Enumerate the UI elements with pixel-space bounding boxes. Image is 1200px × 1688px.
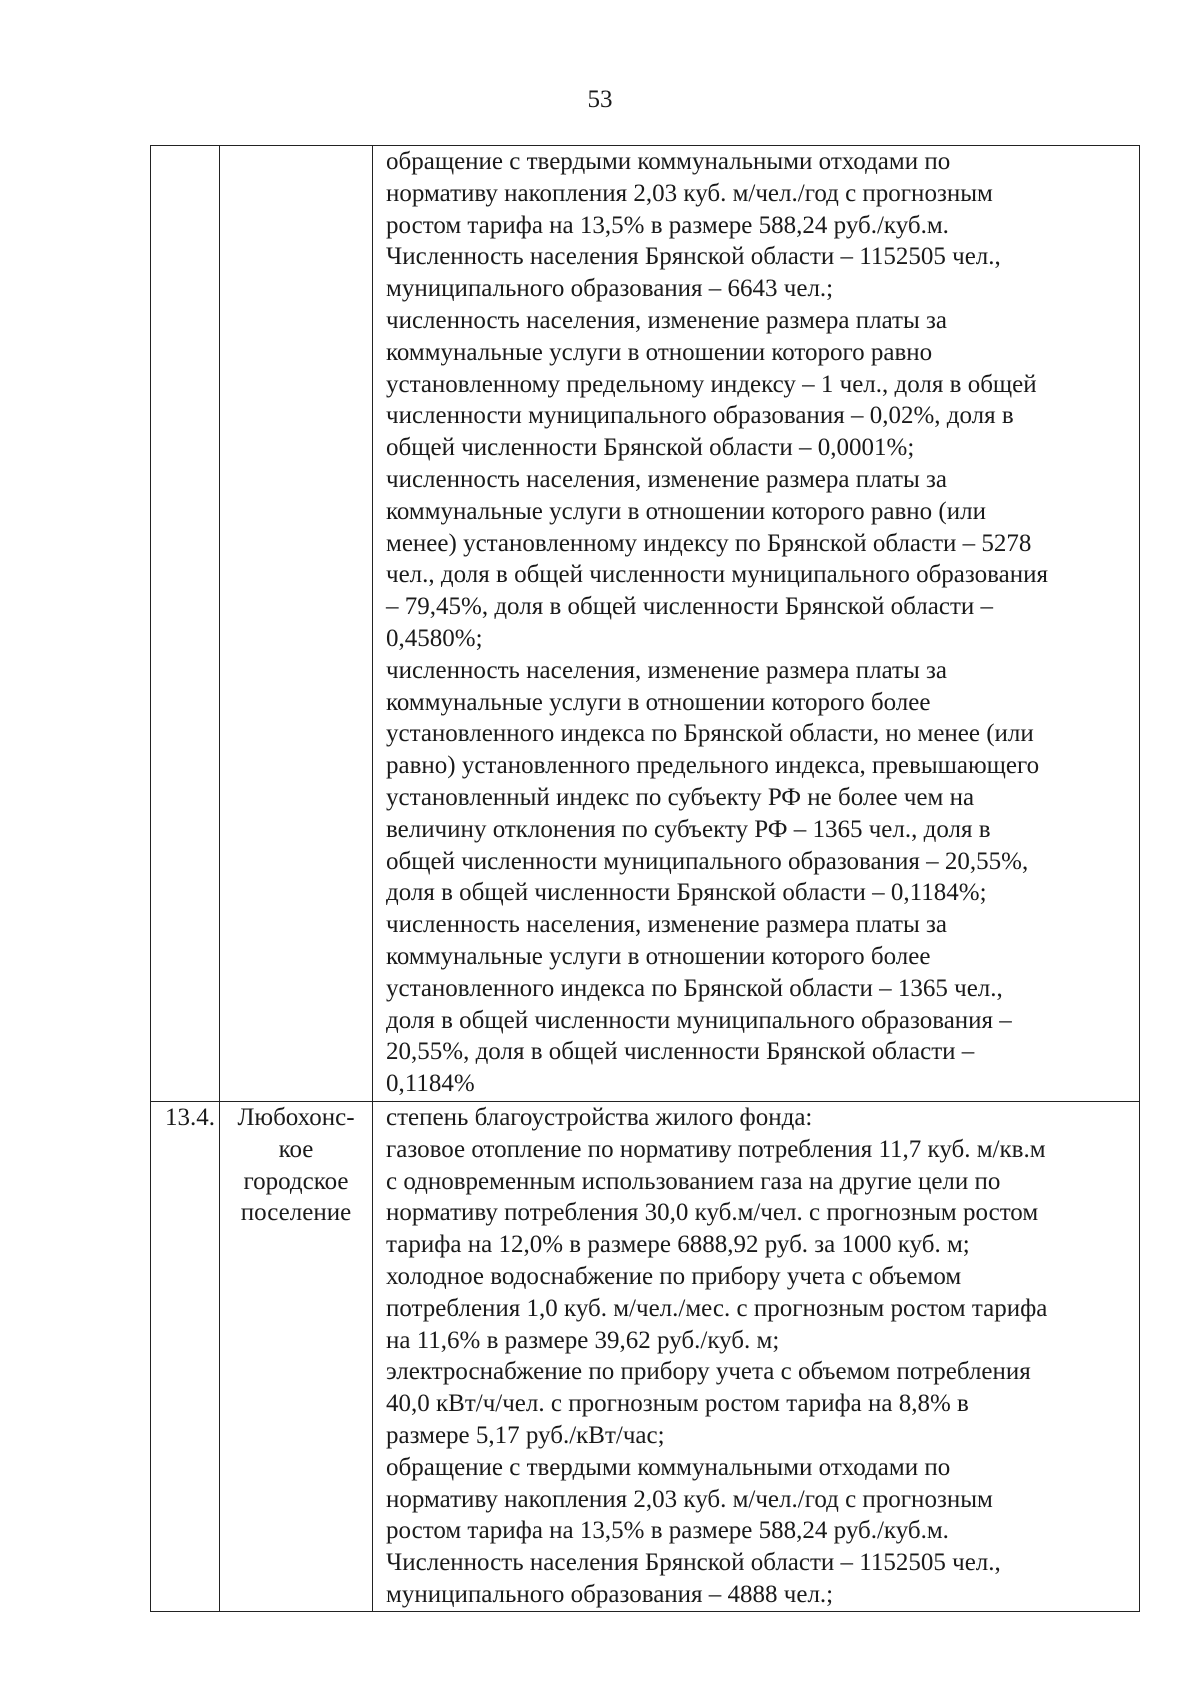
text-line: нормативу накопления 2,03 куб. м/чел./год с прогнозным bbox=[386, 1485, 993, 1513]
table-row-13-4 bbox=[151, 1102, 1140, 1612]
text-line: коммунальные услуги в отношении которого равно (или bbox=[386, 497, 986, 525]
row-number-cell: 13.4. bbox=[151, 1102, 220, 1612]
text-line: установленного индекса по Брянской области, но менее (или bbox=[386, 720, 1034, 748]
text-line: установленного индекса по Брянской области – 1365 чел., bbox=[386, 974, 1003, 1002]
text-line: численности муниципального образования – 0,02%, доля в bbox=[386, 402, 1014, 430]
description-cell bbox=[373, 1102, 1140, 1612]
text-line: численность населения, изменение размера платы за bbox=[386, 911, 947, 939]
text-line: на 11,6% в размере 39,62 руб./куб. м; bbox=[386, 1326, 780, 1354]
text-line: потребления 1,0 куб. м/чел./мес. с прогнозным ростом тарифа bbox=[386, 1294, 1048, 1322]
municipality-name-line: кое bbox=[278, 1135, 314, 1163]
text-line: менее) установленному индексу по Брянской области – 5278 bbox=[386, 529, 1032, 557]
text-line: величину отклонения по субъекту РФ – 1365 чел., доля в bbox=[386, 815, 991, 843]
text-line: с одновременным использованием газа на другие цели по bbox=[386, 1167, 1001, 1195]
text-line: размере 5,17 руб./кВт/час; bbox=[386, 1421, 665, 1449]
text-line: ростом тарифа на 13,5% в размере 588,24 руб./куб.м. bbox=[386, 211, 949, 239]
data-table bbox=[150, 145, 1140, 1612]
text-line: муниципального образования – 4888 чел.; bbox=[386, 1580, 834, 1608]
text-line: нормативу потребления 30,0 куб.м/чел. с прогнозным ростом bbox=[386, 1199, 1039, 1227]
text-line: доля в общей численности муниципального образования – bbox=[386, 1006, 1012, 1034]
municipality-name-cell bbox=[220, 146, 373, 1102]
text-line: холодное водоснабжение по прибору учета с объемом bbox=[386, 1262, 962, 1290]
text-line: обращение с твердыми коммунальными отходами по bbox=[386, 148, 951, 175]
text-line: степень благоустройства жилого фонда: bbox=[386, 1104, 813, 1131]
text-line: нормативу накопления 2,03 куб. м/чел./год с прогнозным bbox=[386, 179, 993, 207]
text-line: коммунальные услуги в отношении которого более bbox=[386, 688, 931, 716]
text-line: газовое отопление по нормативу потребления 11,7 куб. м/кв.м bbox=[386, 1135, 1046, 1163]
text-line: общей численности муниципального образования – 20,55%, bbox=[386, 847, 1029, 875]
text-line: тарифа на 12,0% в размере 6888,92 руб. за 1000 куб. м; bbox=[386, 1231, 970, 1259]
text-line: обращение с твердыми коммунальными отходами по bbox=[386, 1453, 951, 1481]
text-line: доля в общей численности Брянской области – 0,1184%; bbox=[386, 879, 987, 907]
text-line: Численность населения Брянской области – 1152505 чел., bbox=[386, 1549, 1001, 1577]
text-line: чел., доля в общей численности муниципального образования bbox=[386, 561, 1048, 589]
text-line: установленному предельному индексу – 1 чел., доля в общей bbox=[386, 370, 1037, 398]
text-line: равно) установленного предельного индекса, превышающего bbox=[386, 752, 1040, 780]
text-line: численность населения, изменение размера платы за bbox=[386, 465, 947, 493]
text-line: Численность населения Брянской области – 1152505 чел., bbox=[386, 243, 1001, 271]
text-line: общей численности Брянской области – 0,0001%; bbox=[386, 434, 915, 462]
text-line: численность населения, изменение размера платы за bbox=[386, 656, 947, 684]
municipality-name-line: поселение bbox=[240, 1199, 352, 1227]
text-line: численность населения, изменение размера платы за bbox=[386, 306, 947, 334]
table-row-continuation bbox=[151, 146, 1140, 1102]
text-line: коммунальные услуги в отношении которого равно bbox=[386, 338, 933, 366]
text-line: 0,1184% bbox=[386, 1070, 475, 1098]
text-line: 40,0 кВт/ч/чел. с прогнозным ростом тарифа на 8,8% в bbox=[386, 1390, 969, 1418]
text-line: 20,55%, доля в общей численности Брянской области – bbox=[386, 1038, 975, 1066]
row-number-cell bbox=[151, 146, 220, 1102]
text-line: ростом тарифа на 13,5% в размере 588,24 руб./куб.м. bbox=[386, 1517, 949, 1545]
page-number: 53 bbox=[587, 86, 613, 113]
text-line: коммунальные услуги в отношении которого более bbox=[386, 942, 931, 970]
municipality-name-line: городское bbox=[243, 1167, 349, 1195]
text-line: муниципального образования – 6643 чел.; bbox=[386, 275, 834, 303]
municipality-name-cell bbox=[220, 1102, 373, 1612]
text-line: установленный индекс по субъекту РФ не более чем на bbox=[386, 783, 975, 811]
text-line: – 79,45%, доля в общей численности Брянской области – bbox=[386, 593, 993, 621]
description-cell bbox=[373, 146, 1140, 1102]
text-line: 0,4580%; bbox=[386, 624, 483, 652]
municipality-name-line: Любохонс- bbox=[237, 1104, 355, 1131]
text-line: электроснабжение по прибору учета с объемом потребления bbox=[386, 1358, 1031, 1386]
